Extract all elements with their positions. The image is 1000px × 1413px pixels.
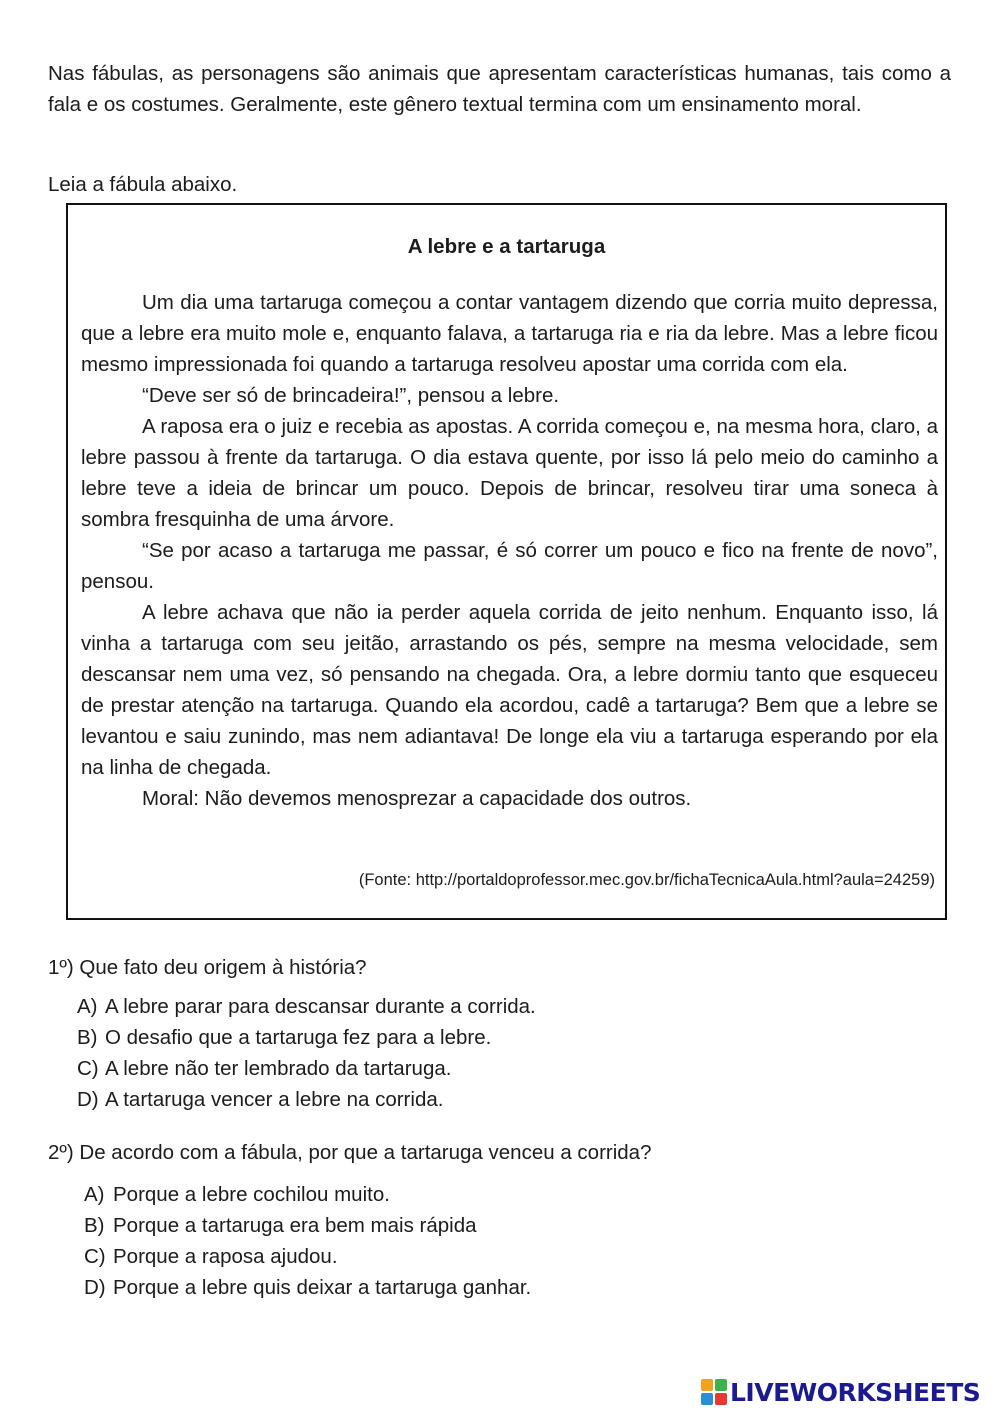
reading-instruction: Leia a fábula abaixo. (48, 173, 238, 196)
fable-body (81, 287, 938, 814)
option-letter: A) (77, 995, 98, 1018)
logo-square-3 (701, 1393, 713, 1405)
question-2-option-a[interactable] (84, 1179, 531, 1210)
option-letter: A) (84, 1183, 105, 1206)
option-letter: C) (77, 1057, 99, 1080)
question-2-option-d[interactable] (84, 1272, 531, 1303)
question-1-option-d[interactable] (77, 1084, 536, 1115)
fable-paragraph: A lebre achava que não ia perder aquela corrida de jeito nenhum. Enquanto isso, lá vinha a tartaruga com seu jeitão, arrastando os pés, sempre na mesma velocidade, sem descansar nem uma vez, só pensando na chegada. Ora, a lebre dormiu tanto que esqueceu de prestar atenção na tartaruga. Quando ela acordou, cadê a tartaruga? Bem que a lebre se levantou e saiu zunindo, mas nem adiantava! De longe ela viu a tartaruga esperando por ela na linha de chegada. (81, 601, 938, 779)
option-text: Porque a lebre cochilou muito. (113, 1183, 390, 1206)
liveworksheets-brand (700, 1375, 980, 1409)
question-2-option-b[interactable] (84, 1210, 531, 1241)
logo-square-2 (715, 1379, 727, 1391)
option-letter: B) (77, 1026, 98, 1049)
option-letter: D) (84, 1276, 106, 1299)
logo-square-4 (715, 1393, 727, 1405)
question-1-options (77, 991, 536, 1115)
fable-title: A lebre e a tartaruga (407, 235, 606, 258)
option-text: Porque a tartaruga era bem mais rápida (113, 1214, 477, 1237)
option-letter: C) (84, 1245, 106, 1268)
question-1-option-a[interactable] (77, 991, 536, 1022)
logo-square-1 (701, 1379, 713, 1391)
option-text: O desafio que a tartaruga fez para a lebre. (105, 1026, 492, 1049)
question-1-option-c[interactable] (77, 1053, 536, 1084)
fable-paragraph: “Se por acaso a tartaruga me passar, é só correr um pouco e fico na frente de novo”, pensou. (81, 539, 938, 593)
question-1: 1º) Que fato deu origem à história? (48, 956, 367, 979)
fable-paragraph: Um dia uma tartaruga começou a contar vantagem dizendo que corria muito depressa, que a lebre era muito mole e, enquanto falava, a tartaruga ria e ria da lebre. Mas a lebre ficou mesmo impressionada foi quando a tartaruga resolveu apostar uma corrida com ela. (81, 291, 938, 376)
fable-box (66, 203, 947, 920)
fable-source: (Fonte: http://portaldoprofessor.mec.gov.br/fichaTecnicaAula.html?aula=24259) (358, 871, 935, 889)
option-text: Porque a raposa ajudou. (113, 1245, 338, 1268)
fable-moral: Moral: Não devemos menosprezar a capacidade dos outros. (142, 787, 692, 810)
option-letter: D) (77, 1088, 99, 1111)
liveworksheets-wordmark: LIVEWORKSHEETS (730, 1377, 981, 1407)
option-letter: B) (84, 1214, 105, 1237)
question-2-options (84, 1179, 531, 1303)
fable-paragraph: A raposa era o juiz e recebia as apostas. A corrida começou e, na mesma hora, claro, a lebre passou à frente da tartaruga. O dia estava quente, por isso lá pelo meio do caminho a lebre teve a ideia de brincar um pouco. Depois de brincar, resolveu tirar uma soneca à sombra fresquinha de uma árvore. (81, 415, 938, 531)
question-1-option-b[interactable] (77, 1022, 536, 1053)
question-2-option-c[interactable] (84, 1241, 531, 1272)
option-text: A lebre parar para descansar durante a corrida. (105, 995, 536, 1018)
option-text: A tartaruga vencer a lebre na corrida. (105, 1088, 444, 1111)
liveworksheets-logo-icon (700, 1378, 728, 1406)
question-2: 2º) De acordo com a fábula, por que a tartaruga venceu a corrida? (48, 1141, 652, 1164)
intro-paragraph: Nas fábulas, as personagens são animais que apresentam características humanas, tais como a fala e os costumes. Geralmente, este gênero textual termina com um ensinamento moral. (48, 62, 951, 116)
option-text: A lebre não ter lembrado da tartaruga. (105, 1057, 452, 1080)
option-text: Porque a lebre quis deixar a tartaruga ganhar. (113, 1276, 532, 1299)
fable-paragraph: “Deve ser só de brincadeira!”, pensou a lebre. (142, 384, 560, 407)
